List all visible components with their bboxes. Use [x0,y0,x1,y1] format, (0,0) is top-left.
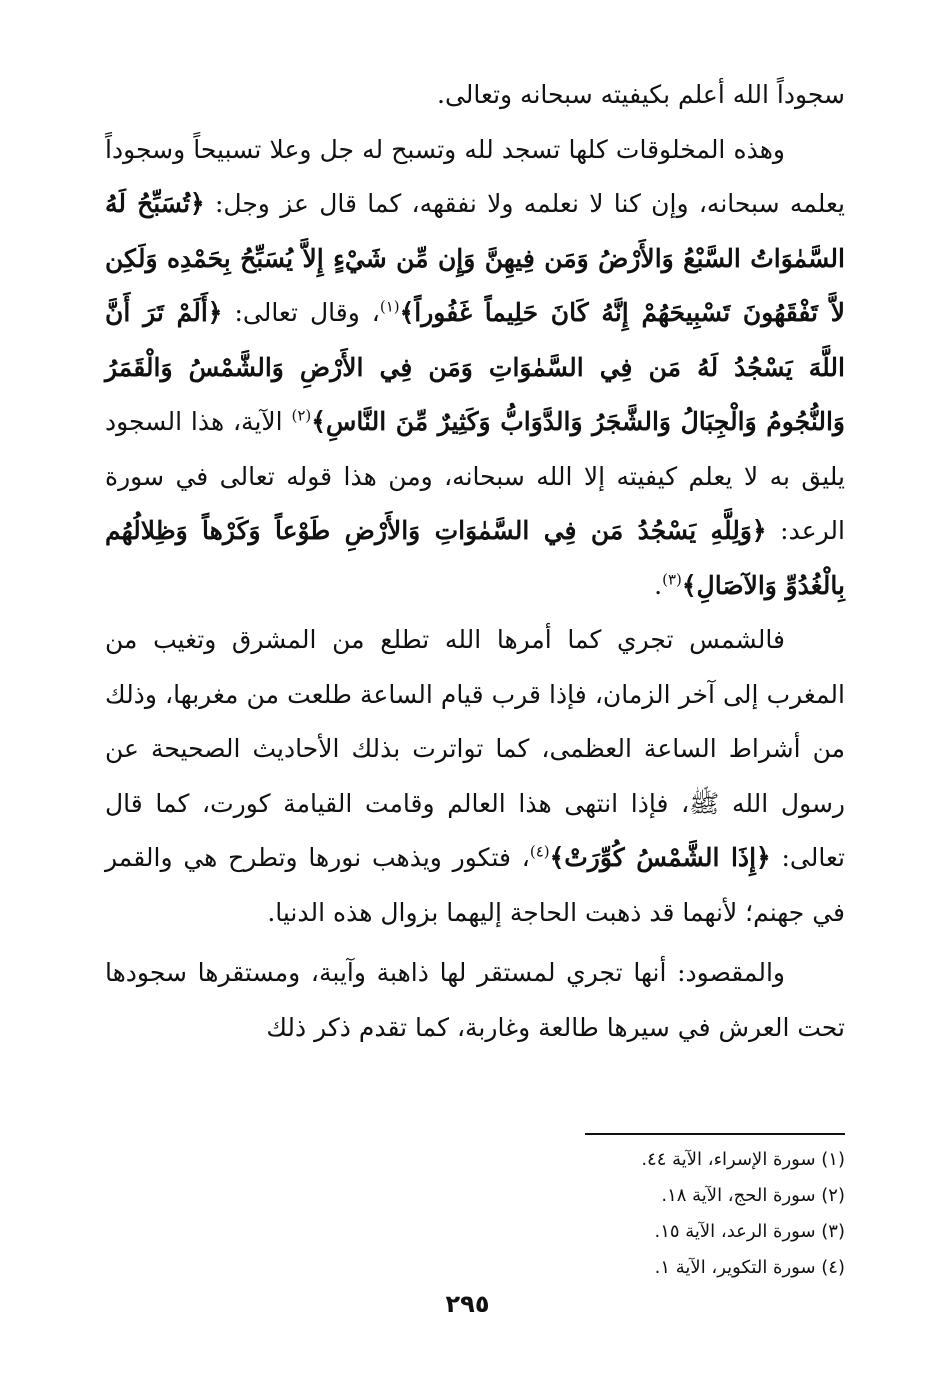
footnote-reference: (٣) [662,570,682,589]
footnote-2: (٢) سورة الحج، الآية ١٨. [661,1185,845,1206]
paragraph-text: . [654,570,663,600]
footnote-reference: (٤) [529,842,550,861]
footnote-divider [585,1133,845,1135]
paragraph-text: سجوداً الله أعلم بكيفيته سبحانه وتعالى. [437,80,845,109]
page-number: ٢٩٥ [445,1290,490,1318]
paragraph-text: والمقصود: أنها تجري لمستقر لها ذاهبة وآيبة، ومستقرها سجودها تحت العرش في سيرها طالعة وغاربة، كما تقدم ذكر ذلك [105,958,845,1042]
paragraph-text: فالشمس تجري كما أمرها الله تطلع من المشرق وتغيب من المغرب إلى آخر الزمان، فإذا قرب قيام الساعة طلعت من مغربها، وذلك من أشراط الساعة العظمى، كما تواترت بذلك الأحاديث الصحيحة عن رسول الله ﷺ، فإذا انتهى هذا العالم وقامت القيامة كورت، كما قال تعالى: [105,625,845,872]
footnote-reference: (٢) [291,406,312,425]
quran-verse: ﴿وَلِلَّهِ يَسْجُدُ مَن فِي السَّمٰوَاتِ وَالأَرْضِ طَوْعاً وَكَرْهاً وَظِلالُهُم بِالْغُدُوِّ وَالآصَالِ﴾ [105,516,845,600]
body-text [105,68,845,1055]
paragraph-text: وهذه المخلوقات كلها تسجد لله وتسبح له جل وعلا تسبيحاً وسجوداً يعلمه سبحانه، وإن كنا لا نعلمه ولا نفقهه، كما قال عز وجل: [105,134,845,218]
quran-verse: ﴿تُسَبِّحُ لَهُ السَّمٰوَاتُ السَّبْعُ وَالأَرْضُ وَمَن فِيهِنَّ وَإِن مِّن شَيْءٍ إِلاَّ يُسَبِّحُ بِحَمْدِه وَلَكِن لاَّ تَفْقَهُونَ تَسْبِيحَهُمْ إِنَّهُ كَانَ حَلِيماً غَفُوراً﴾ [105,189,845,327]
paragraph-text: ، وقال تعالى: [222,298,380,327]
footnotes [105,1142,845,1286]
footnote-4: (٤) سورة التكوير، الآية ١. [654,1257,845,1278]
footnote-reference: (١) [379,297,400,316]
quran-verse: ﴿إِذَا الشَّمْسُ كُوِّرَتْ﴾ [549,843,771,872]
paragraph-4 [105,946,845,1055]
quran-verse: ﴿أَلَمْ تَرَ أَنَّ اللَّهَ يَسْجُدُ لَهُ مَن فِي السَّمٰوَاتِ وَمَن فِي الأَرْضِ وَالشَّمْسُ وَالْقَمَرُ وَالنُّجُومُ وَالْجِبَالُ وَالشَّجَرُ وَالدَّوَابُّ وَكَثِيرٌ مِّنَ النَّاسِ﴾ [105,298,845,436]
paragraph-1 [105,68,845,123]
footnote-1: (١) سورة الإسراء، الآية ٤٤. [641,1149,845,1170]
footnote-3: (٣) سورة الرعد، الآية ١٥. [654,1221,845,1242]
paragraph-text: ، فتكور ويذهب نورها وتطرح هي والقمر في جهنم؛ لأنهما قد ذهبت الحاجة إليهما بزوال هذه الدنيا. [105,843,845,927]
paragraph-2 [105,123,845,614]
paragraph-text: الآية، هذا السجود يليق به لا يعلم كيفيته إلا الله سبحانه، ومن هذا قوله تعالى في سورة الرعد: [105,407,845,545]
paragraph-3 [105,613,845,940]
